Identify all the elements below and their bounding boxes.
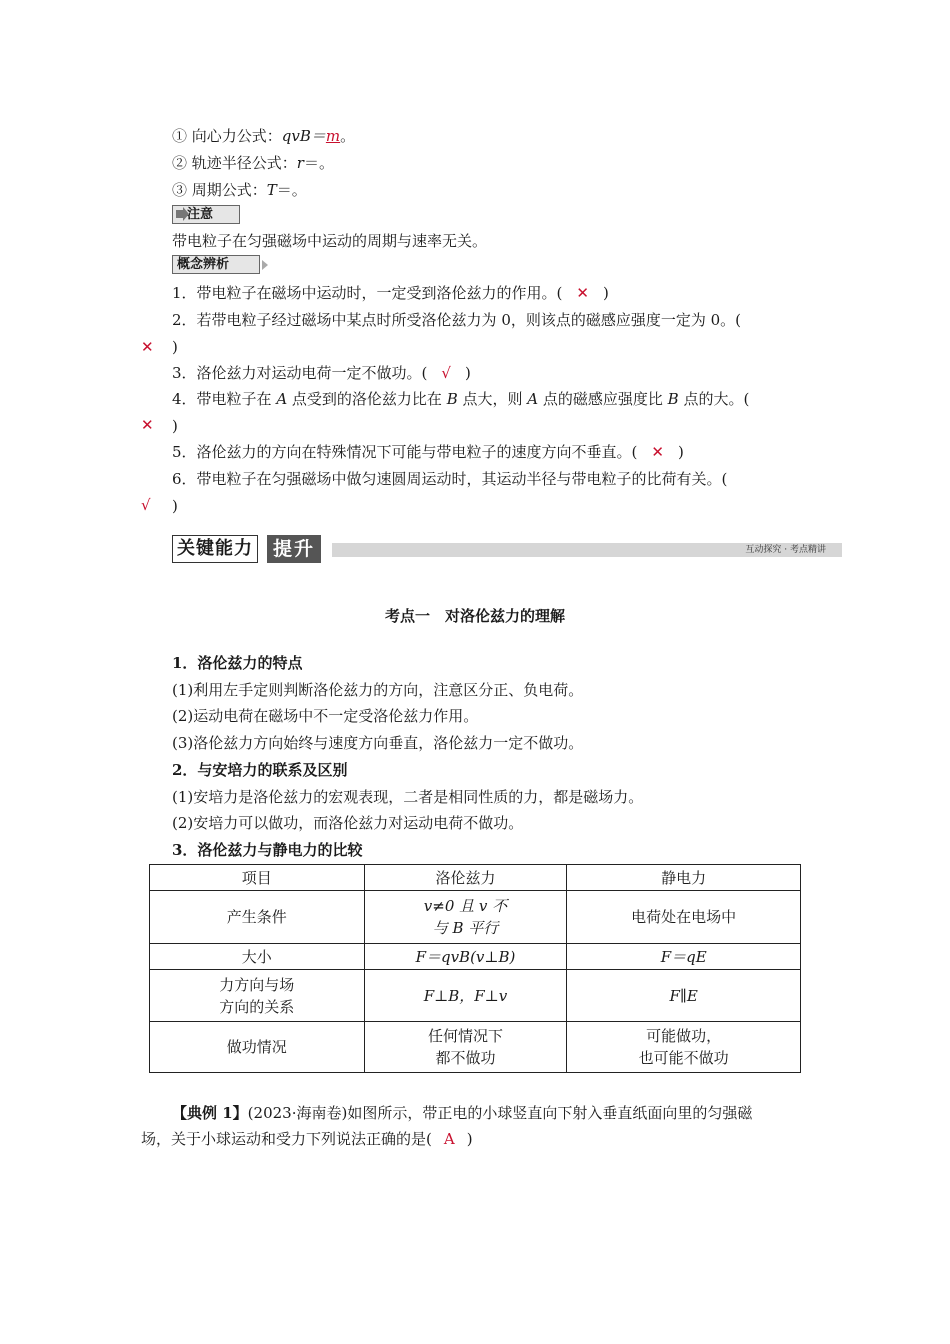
table-header: 项目 xyxy=(150,865,365,891)
table-cell: F⊥B，F⊥v xyxy=(364,970,567,1022)
concept-item-4-close: ) xyxy=(172,417,178,435)
concept-item-5: 5．洛伦兹力的方向在特殊情况下可能与带电粒子的速度方向不垂直。( ✕ ) xyxy=(172,443,684,461)
banner-sub: 互动探究 · 考点精讲 xyxy=(745,545,826,555)
concept-item-2-mark: ✕ xyxy=(141,338,154,356)
table-row xyxy=(150,891,801,944)
table-cell: F＝qvB(v⊥B) xyxy=(364,944,567,970)
comparison-table xyxy=(149,864,801,1073)
formula-centripetal: ① 向心力公式：qvB＝m。 xyxy=(172,127,356,145)
table-row xyxy=(150,944,801,970)
banner-right: 提升 xyxy=(267,535,321,563)
point-heading-1: 1．洛伦兹力的特点 xyxy=(172,654,303,672)
concept-item-2-close: ) xyxy=(172,338,178,356)
point-3: (3)洛伦兹力方向始终与速度方向垂直，洛伦兹力一定不做功。 xyxy=(172,734,584,752)
point-heading-2: 2．与安培力的联系及区别 xyxy=(172,761,348,779)
note-tag: 注意 xyxy=(172,205,240,224)
concept-item-4: 4．带电粒子在 A 点受到的洛伦兹力比在 B 点大，则 A 点的磁感应强度比 B 点的大。( xyxy=(172,390,750,408)
table-cell: 产生条件 xyxy=(150,891,365,944)
table-cell: F＝qE xyxy=(567,944,801,970)
table-row xyxy=(150,1022,801,1073)
formula-radius: ② 轨迹半径公式：r＝。 xyxy=(172,154,334,172)
concept-item-1: 1．带电粒子在磁场中运动时，一定受到洛伦兹力的作用。( ✕ ) xyxy=(172,284,609,302)
speaker-icon xyxy=(176,210,183,218)
example-line-2: 场，关于小球运动和受力下列说法正确的是( A ) xyxy=(141,1130,473,1148)
table-header-row xyxy=(150,865,801,891)
concept-item-4-mark: ✕ xyxy=(141,416,154,434)
banner-left: 关键能力 xyxy=(172,535,258,563)
table-header: 静电力 xyxy=(567,865,801,891)
arrow-icon xyxy=(262,260,268,270)
point-1: (1)利用左手定则判断洛伦兹力的方向，注意区分正、负电荷。 xyxy=(172,681,584,699)
concept-tag: 概念辨析 xyxy=(172,255,260,274)
example-line-1: 【典例 1】(2023·海南卷)如图所示，带正电的小球竖直向下射入垂直纸面向里的匀强磁 xyxy=(172,1104,753,1122)
banner-strip xyxy=(332,543,842,557)
table-cell: 电荷处在电场中 xyxy=(567,891,801,944)
formula-period: ③ 周期公式：T＝。 xyxy=(172,181,307,199)
concept-item-3: 3．洛伦兹力对运动电荷一定不做功。( √ ) xyxy=(172,364,471,382)
table-cell: 任何情况下 都不做功 xyxy=(364,1022,567,1073)
section-banner xyxy=(172,535,842,563)
table-cell: 做功情况 xyxy=(150,1022,365,1073)
answer-m: m xyxy=(325,127,341,145)
example-answer: A xyxy=(443,1130,455,1148)
note-text: 带电粒子在匀强磁场中运动的周期与速率无关。 xyxy=(172,232,488,250)
section-title: 考点一 对洛伦兹力的理解 xyxy=(384,607,565,625)
concept-item-2: 2．若带电粒子经过磁场中某点时所受洛伦兹力为 0，则该点的磁感应强度一定为 0。( xyxy=(172,311,742,329)
point-heading-3: 3．洛伦兹力与静电力的比较 xyxy=(172,841,363,859)
table-cell: F∥E xyxy=(567,970,801,1022)
concept-item-6: 6．带电粒子在匀强磁场中做匀速圆周运动时，其运动半径与带电粒子的比荷有关。( xyxy=(172,470,728,488)
concept-item-6-close: ) xyxy=(172,497,178,515)
table-cell: 力方向与场 方向的关系 xyxy=(150,970,365,1022)
table-row xyxy=(150,970,801,1022)
concept-item-6-mark: √ xyxy=(141,496,151,514)
point-2: (2)运动电荷在磁场中不一定受洛伦兹力作用。 xyxy=(172,707,479,725)
table-cell: v≠0 且 v 不 与 B 平行 xyxy=(364,891,567,944)
table-header: 洛伦兹力 xyxy=(364,865,567,891)
table-cell: 大小 xyxy=(150,944,365,970)
point-5: (2)安培力可以做功，而洛伦兹力对运动电荷不做功。 xyxy=(172,814,524,832)
table-cell: 可能做功， 也可能不做功 xyxy=(567,1022,801,1073)
point-4: (1)安培力是洛伦兹力的宏观表现，二者是相同性质的力，都是磁场力。 xyxy=(172,788,644,806)
